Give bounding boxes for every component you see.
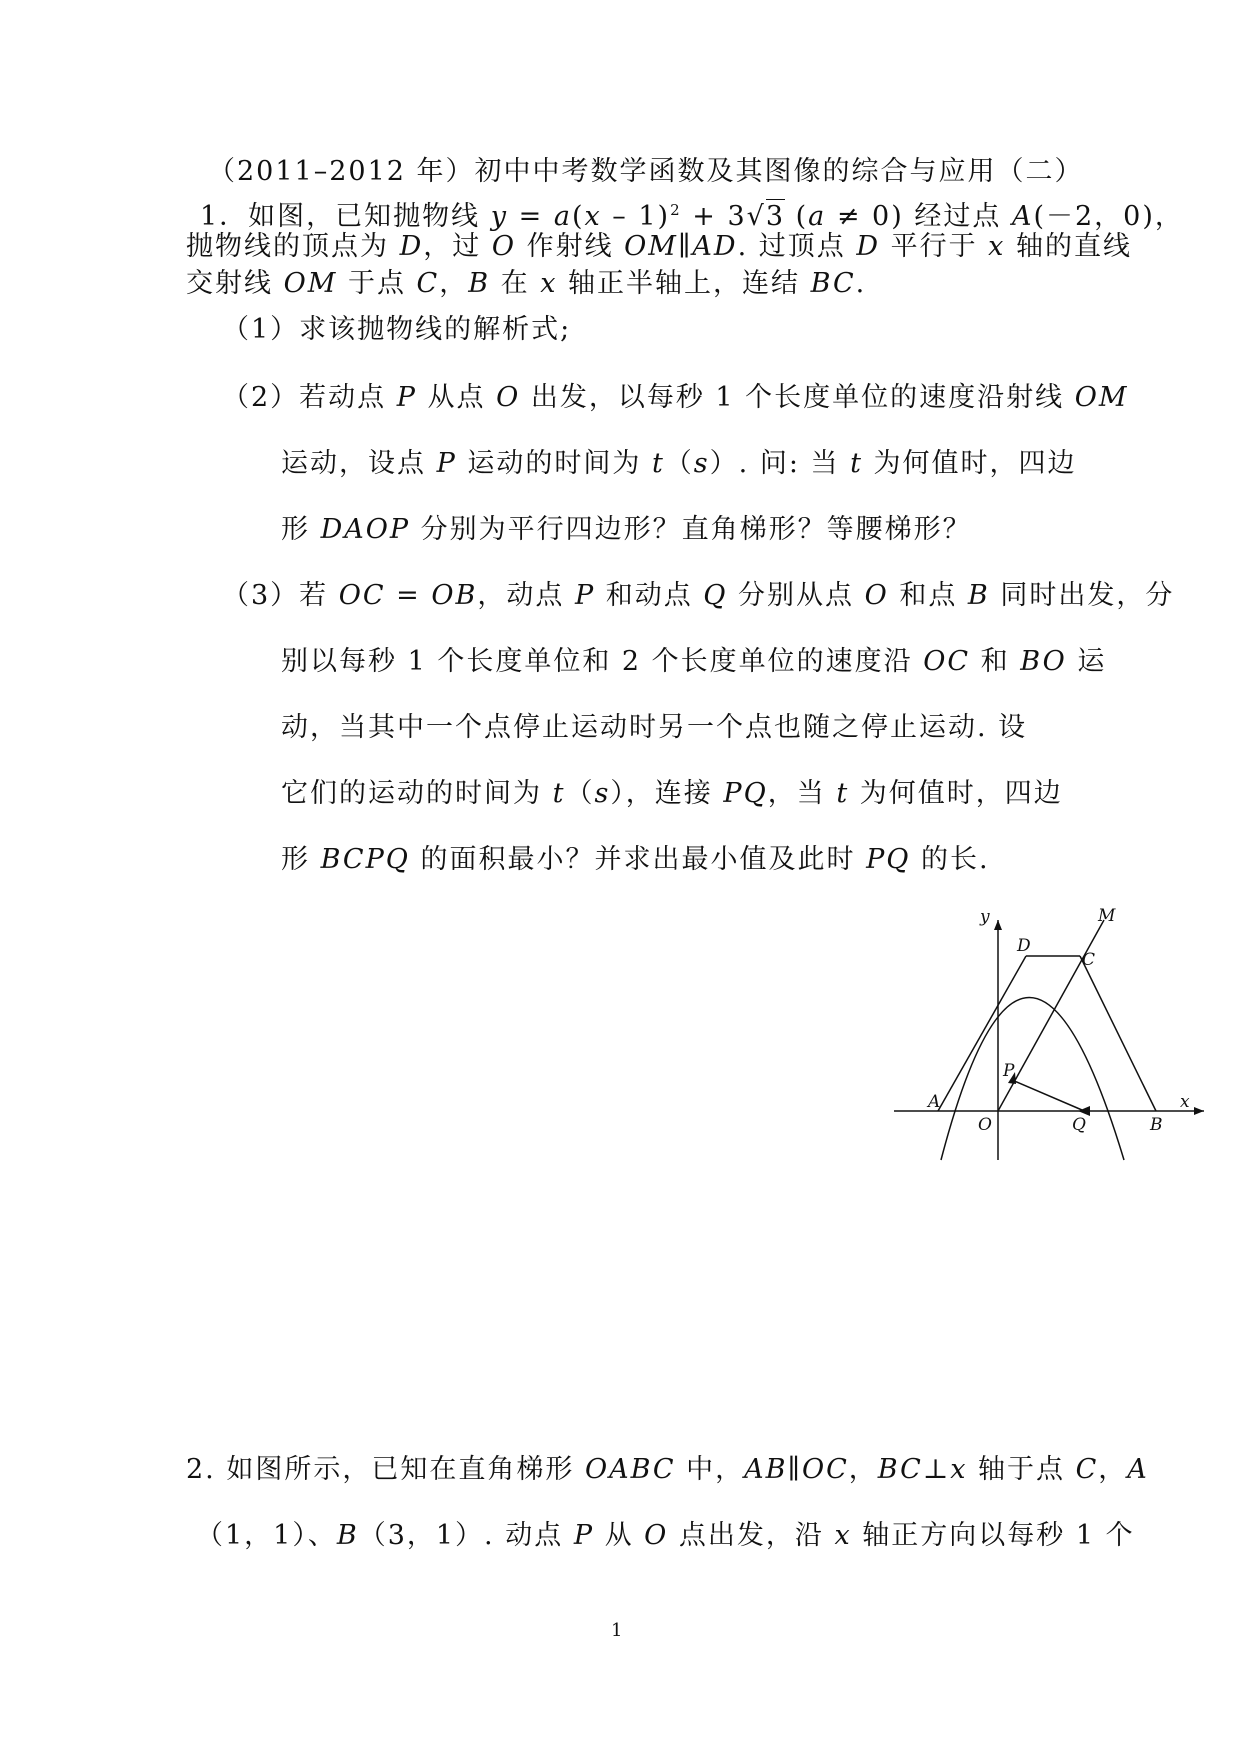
parabola-curve [941, 998, 1124, 1161]
page-title: （2011–2012 年）初中中考数学函数及其图像的综合与应用（二） [208, 156, 1084, 187]
label-y: y [980, 907, 990, 927]
point-O: O [496, 382, 521, 413]
segment-OC: OC [338, 580, 386, 611]
text: 为何值时，四边 [862, 448, 1077, 479]
question3-line1 [222, 578, 1174, 614]
point-A: A [1127, 1454, 1149, 1485]
text: （3，1）. 动点 [358, 1520, 574, 1551]
text: 运动，设点 [281, 448, 437, 479]
point-D: D [856, 231, 880, 262]
var-t: t [850, 448, 863, 479]
segment-AB: AB [744, 1454, 788, 1485]
text: （ [565, 778, 595, 809]
text: （1，1）、 [196, 1520, 337, 1551]
text: ）. 问: 当 [709, 448, 851, 479]
parabola-figure [886, 890, 1216, 1170]
text: 从点 [416, 382, 497, 413]
segment-OB: OB [431, 580, 478, 611]
ray-OM: OM [283, 268, 338, 299]
label-P: P [1003, 1061, 1015, 1081]
label-A: A [928, 1092, 941, 1112]
text: ≠ 0) 经过点 [826, 201, 1012, 232]
exponent: 2 [670, 201, 682, 219]
text: 在 [490, 268, 541, 299]
text: ， [1098, 1454, 1128, 1485]
point-P: P [573, 1520, 594, 1551]
ray-OM: OM [624, 231, 678, 262]
problem2-line2 [196, 1518, 1135, 1554]
label-D: D [1017, 936, 1031, 956]
segment-BC: BC [877, 1454, 923, 1485]
var-t: t [552, 778, 566, 809]
text: 2. 如图所示，已知在直角梯形 [186, 1454, 585, 1485]
question2-line2 [281, 446, 1077, 482]
text: 1．如图，已知抛物线 [200, 201, 491, 232]
text: 从 [593, 1520, 645, 1551]
y-axis-arrow [994, 920, 1002, 930]
trapezoid-OABC: OABC [584, 1454, 676, 1485]
text: 形 [281, 844, 321, 875]
problem1-line2 [186, 229, 1132, 265]
question2-line3 [281, 512, 972, 548]
question3-line3: 动，当其中一个点停止运动时另一个点也随之停止运动. 设 [281, 712, 1028, 743]
point-O: O [644, 1520, 669, 1551]
point-D: D [399, 231, 424, 262]
text: 别以每秒 1 个长度单位和 2 个长度单位的速度沿 [281, 646, 924, 677]
label-Q: Q [1072, 1115, 1086, 1135]
parallel-symbol: ∥ [677, 231, 693, 262]
page-number: 1 [611, 1620, 623, 1641]
segment-AD-line [938, 956, 1026, 1111]
label-C: C [1082, 950, 1096, 970]
segment-OC: OC [802, 1454, 849, 1485]
point-P: P [574, 580, 596, 611]
text: ，过 [423, 231, 492, 262]
text: ( [571, 201, 585, 232]
var-x: x [584, 201, 602, 232]
point-P: P [436, 448, 457, 479]
text: 运 [1066, 646, 1107, 677]
quad-BCPQ: BCPQ [320, 844, 410, 875]
text: 轴正半轴上，连结 [557, 268, 811, 299]
point-C: C [416, 268, 440, 299]
quad-DAOP: DAOP [320, 514, 411, 545]
question3-line2 [281, 644, 1106, 680]
text: 的长. [910, 844, 990, 875]
point-B: B [336, 1520, 359, 1551]
text: 和动点 [595, 580, 704, 611]
point-O: O [864, 580, 889, 611]
text: = [508, 201, 554, 232]
text: 于点 [337, 268, 417, 299]
x-axis-arrow [1194, 1107, 1204, 1115]
label-B: B [1150, 1115, 1163, 1135]
unit-s: s [594, 778, 611, 809]
segment-BC: BC [810, 268, 856, 299]
text: ，动点 [477, 580, 575, 611]
segment-PQ-line [1012, 1080, 1082, 1110]
ray-OM: OM [1074, 382, 1129, 413]
var-t: t [651, 448, 665, 479]
var-y: y [490, 201, 509, 232]
var-t: t [836, 778, 850, 809]
sqrt-sign: √ [746, 201, 766, 232]
text: 同时出发，分 [989, 580, 1175, 611]
var-a: a [553, 201, 572, 232]
segment-CB-line [1080, 956, 1156, 1111]
point-B: B [468, 268, 491, 299]
text: 出发，以每秒 1 个长度单位的速度沿射线 [520, 382, 1075, 413]
problem2-line1 [186, 1452, 1149, 1488]
text: （2）若动点 [222, 382, 397, 413]
text: ， [848, 1454, 878, 1485]
text: 抛物线的顶点为 [186, 231, 400, 262]
text: ），连接 [610, 778, 724, 809]
label-O: O [978, 1115, 992, 1135]
var-x: x [988, 231, 1006, 262]
text: 交射线 [186, 268, 284, 299]
text: 为何值时，四边 [849, 778, 1063, 809]
var-x: x [540, 268, 558, 299]
question3-line5 [281, 842, 990, 878]
text: . [855, 268, 867, 299]
text: 轴正方向以每秒 1 个 [851, 1520, 1135, 1551]
label-M: M [1098, 906, 1116, 926]
text: . 过顶点 [737, 231, 857, 262]
var-x: x [834, 1520, 852, 1551]
text: 它们的运动的时间为 [281, 778, 553, 809]
text: 分别为平行四边形？直角梯形？等腰梯形？ [410, 514, 972, 545]
text: （3）若 [222, 580, 339, 611]
perpendicular-symbol: ⊥ [922, 1454, 951, 1485]
text: + 3 [681, 201, 747, 232]
text: – 1) [601, 201, 671, 232]
text: 的面积最小？并求出最小值及此时 [409, 844, 867, 875]
text: 中， [675, 1454, 745, 1485]
text: 分别从点 [727, 580, 865, 611]
point-Q: Q [703, 580, 728, 611]
text: （ [664, 448, 694, 479]
text: 运动的时间为 [456, 448, 652, 479]
point-O: O [491, 231, 516, 262]
point-P: P [396, 382, 417, 413]
text: 平行于 [879, 231, 989, 262]
sqrt-radicand: 3 [765, 201, 786, 232]
text: 轴的直线 [1005, 231, 1132, 262]
question3-line4 [281, 776, 1063, 812]
var-a: a [808, 201, 827, 232]
text: ，当 [767, 778, 837, 809]
segment-OC: OC [923, 646, 971, 677]
question1: （1）求该抛物线的解析式; [222, 314, 572, 345]
text: ， [439, 268, 469, 299]
var-x: x [950, 1454, 968, 1485]
text: 形 [281, 514, 321, 545]
unit-s: s [693, 448, 710, 479]
text: = [385, 580, 432, 611]
text: 作射线 [515, 231, 625, 262]
text: 点出发，沿 [668, 1520, 835, 1551]
question2-line1 [222, 380, 1129, 416]
text: ( [785, 201, 809, 232]
parallel-symbol: ∥ [787, 1454, 802, 1485]
point-B: B [967, 580, 990, 611]
segment-PQ: PQ [723, 778, 768, 809]
segment-PQ: PQ [866, 844, 911, 875]
text: (－2，0)， [1033, 201, 1184, 232]
segment-AD: AD [692, 231, 738, 262]
problem1-line3 [186, 266, 866, 302]
text: 轴于点 [967, 1454, 1076, 1485]
label-x: x [1180, 1092, 1190, 1112]
text: 和点 [888, 580, 968, 611]
point-A: A [1011, 201, 1034, 232]
text: 和 [970, 646, 1021, 677]
point-C: C [1075, 1454, 1099, 1485]
segment-BO: BO [1020, 646, 1067, 677]
